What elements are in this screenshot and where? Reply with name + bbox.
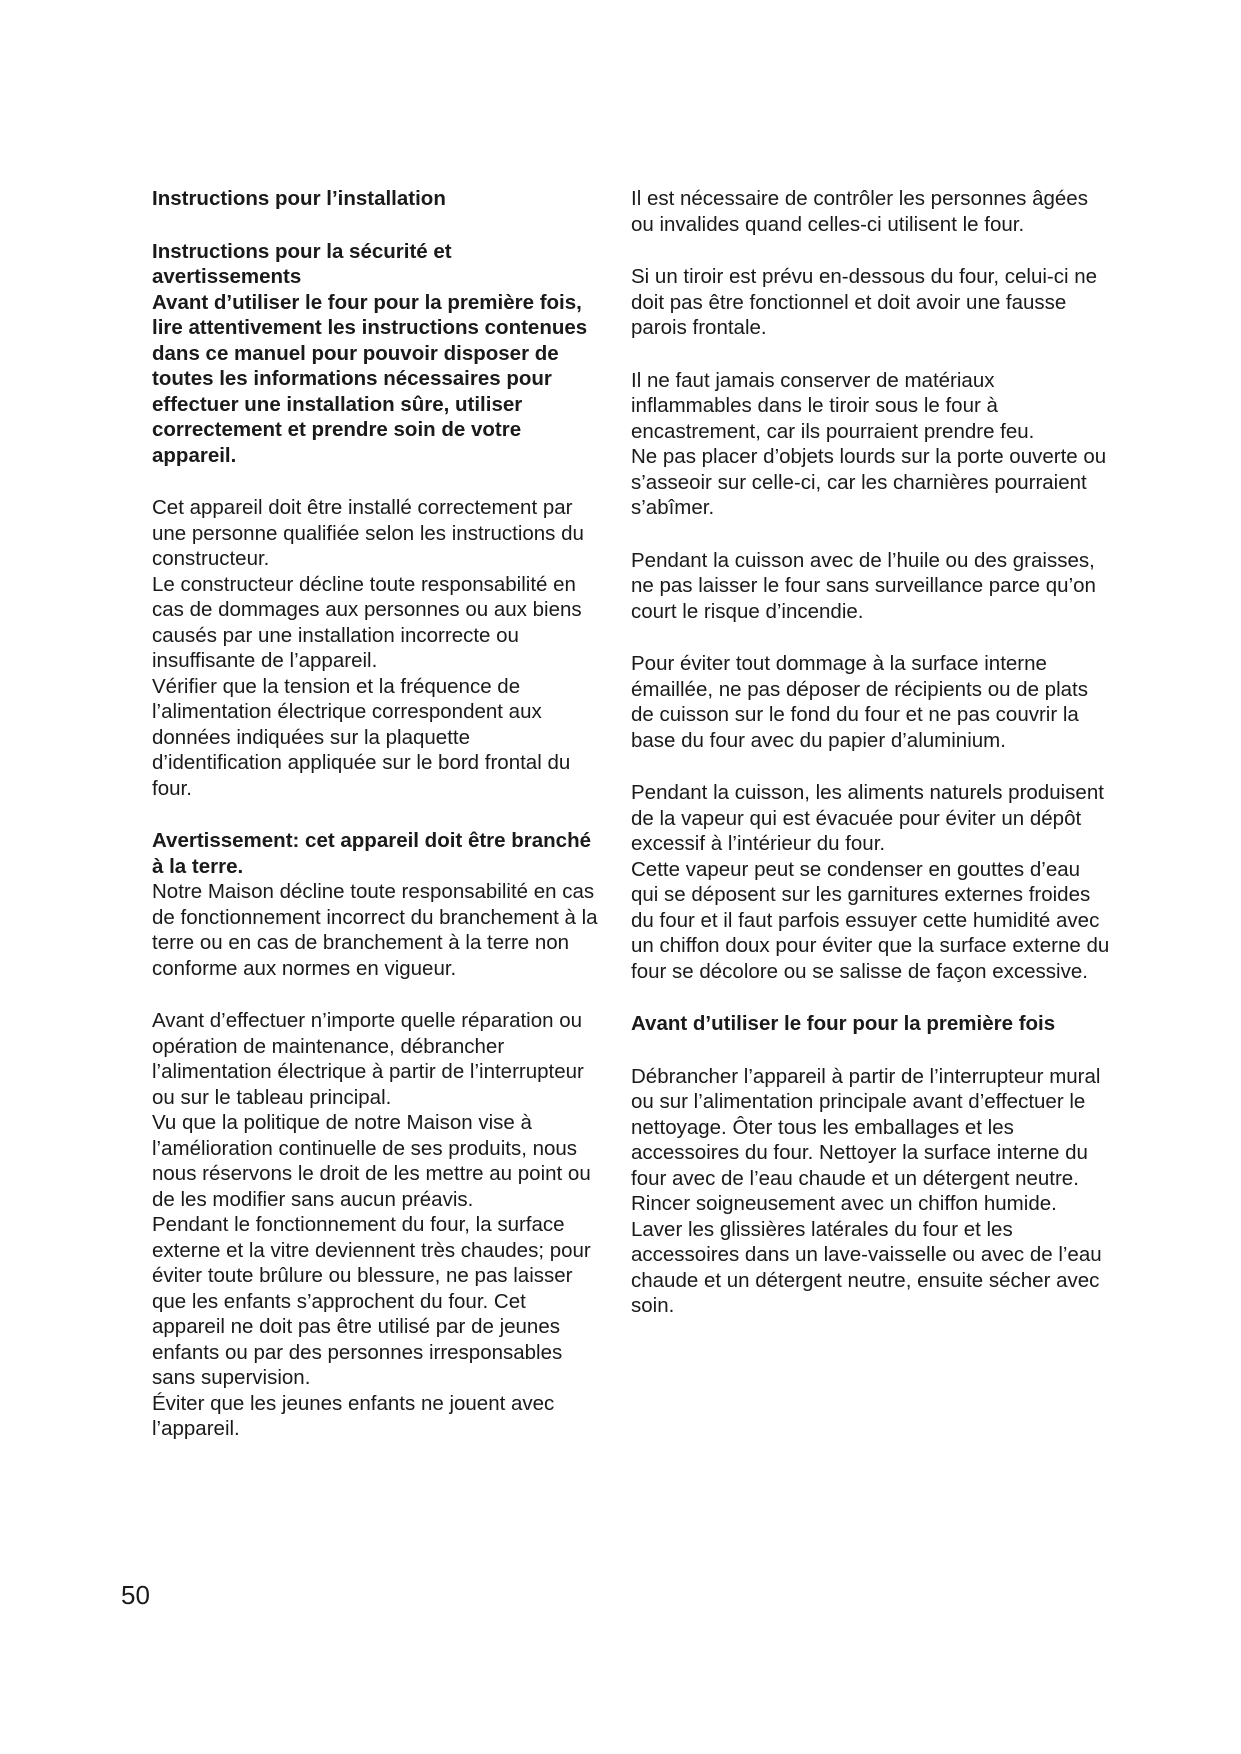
safety-heading: Instructions pour la sécurité et avertissements — [152, 239, 452, 288]
flammable-paragraph: Il ne faut jamais conserver de matériaux inflammables dans le tiroir sous le four à encastrement, car ils pourraient prendre feu. — [631, 368, 1035, 443]
intro-bold-paragraph: Avant d’utiliser le four pour la première fois, lire attentivement les instructions contenues dans ce manuel pour pouvoir disposer de toutes les informations nécessaires pour effectuer une installation sûre, utiliser correctement et prendre soin de votre appareil. — [152, 290, 588, 467]
verify-paragraph: Vérifier que la tension et la fréquence de l’alimentation électrique correspondent aux données indiquées sur la plaquette d’identification appliquée sur le bord frontal du four. — [152, 674, 571, 800]
responsibility-paragraph: Le constructeur décline toute responsabilité en cas de dommages aux personnes ou aux biens causés par une installation incorrecte ou insuffisante de l’appareil. — [152, 572, 582, 672]
left-column — [152, 186, 598, 1442]
rinse-paragraph: Rincer soigneusement avec un chiffon humide. Laver les glissières latérales du four et les accessoires dans un lave-vaisselle ou avec de l’eau chaude et un détergent neutre, ensuite sécher avec soin. — [631, 1192, 1102, 1317]
section-title: Instructions pour l’installation — [152, 187, 446, 210]
right-column — [631, 186, 1111, 1319]
policy-paragraph: Vu que la politique de notre Maison vise à l’amélioration continuelle de ses produits, nous nous réservons le droit de les mettre au point ou de les modifier sans aucun préavis. — [152, 1111, 591, 1211]
repair-paragraph: Avant d’effectuer n’importe quelle réparation ou opération de maintenance, débrancher l’alimentation électrique à partir de l’interrupteur ou sur le tableau principal. — [152, 1009, 584, 1109]
drawer-paragraph: Si un tiroir est prévu en-dessous du four, celui-ci ne doit pas être fonctionnel et doit avoir une fausse parois frontale. — [631, 265, 1098, 339]
children-paragraph: Éviter que les jeunes enfants ne jouent avec l’appareil. — [152, 1391, 555, 1440]
elderly-paragraph: Il est nécessaire de contrôler les personnes âgées ou invalides quand celles-ci utilisent le four. — [631, 187, 1088, 236]
warning-heading: Avertissement: cet appareil doit être branché à la terre. — [152, 829, 591, 878]
steam-paragraph: Pendant la cuisson, les aliments naturels produisent de la vapeur qui est évacuée pour éviter un dépôt excessif à l’intérieur du four. — [631, 781, 1104, 855]
unplug-paragraph: Débrancher l’appareil à partir de l’interrupteur mural ou sur l’alimentation principale avant d’effectuer le nettoyage. Ôter tous les emballages et les accessoires du four. Nettoyer la surface interne du four avec de l’eau chaude et un détergent neutre. — [631, 1064, 1101, 1190]
oil-paragraph: Pendant la cuisson avec de l’huile ou des graisses, ne pas laisser le four sans surveillance parce qu’on court le risque d’incendie. — [631, 548, 1096, 623]
earth-paragraph: Notre Maison décline toute responsabilité en cas de fonctionnement incorrect du branchement à la terre ou en cas de branchement à la terre non conforme aux normes en vigueur. — [152, 880, 598, 980]
page-number: 50 — [121, 1580, 150, 1610]
install-paragraph: Cet appareil doit être installé correctement par une personne qualifiée selon les instructions du constructeur. — [152, 496, 584, 570]
enamel-paragraph: Pour éviter tout dommage à la surface interne émaillée, ne pas déposer de récipients ou de plats de cuisson sur le fond du four et ne pas couvrir la base du four avec du papier d’aluminium. — [631, 652, 1088, 752]
hot-surface-paragraph: Pendant le fonctionnement du four, la surface externe et la vitre deviennent très chaudes; pour éviter toute brûlure ou blessure, ne pas laisser que les enfants s’approchent du four. Cet appareil ne doit pas être utilisé par de jeunes enfants ou par des personnes irresponsables sans supervision. — [152, 1213, 591, 1389]
first-use-heading: Avant d’utiliser le four pour la première fois — [631, 1012, 1056, 1035]
condense-paragraph: Cette vapeur peut se condenser en gouttes d’eau qui se déposent sur les garnitures externes froides du four et il faut parfois essuyer cette humidité avec un chiffon doux pour éviter que la surface externe du four se décolore ou se salisse de façon excessive. — [631, 857, 1110, 983]
door-paragraph: Ne pas placer d’objets lourds sur la porte ouverte ou s’asseoir sur celle-ci, car les charnières pourraient s’abîmer. — [631, 445, 1107, 519]
